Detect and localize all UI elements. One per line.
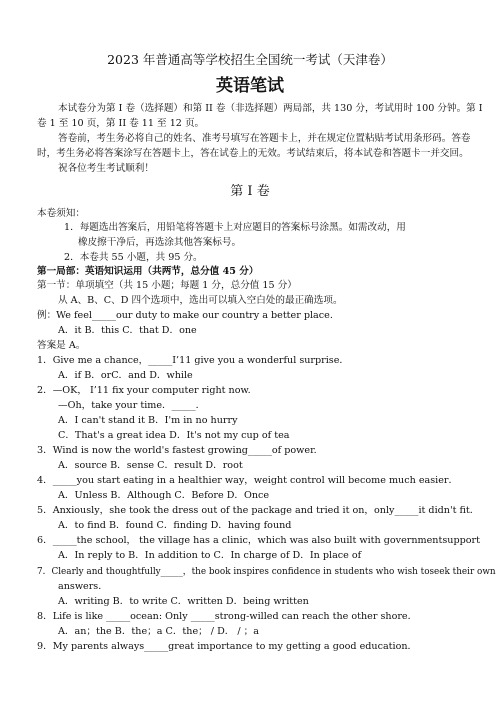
question-2-options-a-b: A．I can't stand it B．I'm in no hurry [58,415,238,426]
intro-paragraph-2-cont: 时，考生务必将答案涂写在答题卡上，答在试卷上的无效。考试结束后，将本试卷和答题卡一并交回。 [37,148,469,159]
question-2-options-c-d: C．That's a great idea D．It's not my cup of tea [58,430,290,441]
question-2-reply: —Oh，take your time．_____． [58,400,206,411]
question-3: 3．Wind is now the world's fastest growing_____of power. [37,445,317,456]
question-2: 2．—OK， I’11 fix your computer right now. [37,385,251,396]
question-7-options: A．writing B．to write C．written D．being written [58,596,309,607]
question-4: 4．_____you start eating in a healthier way，weight control will become much easier． [37,475,459,486]
question-9: 9．My parents always_____great importance to my getting a good education． [37,641,418,652]
question-4-options: A．Unless B．Although C．Before D．Once [58,490,270,501]
section-title: 第 I 卷 [230,184,270,199]
question-3-options: A．source B．sense C．result D．root [58,460,243,471]
notice-item-1-cont: 橡皮擦干净后，再选涂其他答案标号。 [78,237,242,248]
section-1-heading: 第一节：单项填空（共 15 小题；每题 1 分，总分值 15 分） [37,280,297,291]
intro-paragraph-1-cont: 卷 1 至 10 页，第 II 卷 11 至 12 页。 [37,118,205,129]
question-6: 6．_____the school， the village has a clinic，which was also built with governmentsupport [37,535,480,546]
instructions: 从 A、B、C、D 四个选项中，选出可以填入空白处的最正确选项。 [58,295,343,306]
example-question: 例：We feel_____our duty to make our country a better place. [37,310,333,321]
question-7: 7．Clearly and thoughtfully_____，the book inspires confidence in students who wish toseek their own [37,566,496,577]
intro-paragraph-1: 本试卷分为第 I 卷（选择题）和第 II 卷（非选择题）两局部，共 130 分，考试用时 100 分钟。第 I [58,103,483,114]
question-6-options: A．In reply to B．In addition to C．In charge of D．In place of [58,550,362,561]
question-8: 8．Life is like _____ocean: Only _____strong-willed can reach the other shore． [37,611,418,622]
notice-title: 本卷须知： [37,208,85,219]
example-answer: 答案是 A。 [37,340,86,351]
question-7-cont: answers． [58,581,108,592]
exam-title: 2023 年普通高等学校招生全国统一考试（天津卷） [107,52,393,67]
question-1: 1．Give me a chance，_____I’11 give you a wonderful surprise． [37,355,349,366]
intro-paragraph-3: 祝各位考生考试顺利！ [58,163,154,174]
subject-title: 英语笔试 [216,76,284,96]
notice-item-2: 2．本卷共 55 小题，共 95 分。 [64,252,203,263]
example-options: A．it B．this C．that D．one [58,325,197,336]
part-1-heading: 第一局部：英语知识运用（共两节，总分值 45 分） [37,266,259,277]
question-5: 5．Anxiously，she took the dress out of the package and tried it on，only_____it didn't fit． [37,505,480,516]
notice-item-1: 1．每题选出答案后，用铅笔将答题卡上对应题目的答案标号涂黑。如需改动，用 [64,222,406,233]
question-8-options: A．an；the B．the；a C．the； / D． / ；a [58,626,259,637]
question-5-options: A．to find B．found C．finding D．having found [58,520,292,531]
intro-paragraph-2: 答卷前，考生务必将自己的姓名、准考号填写在答题卡上，并在规定位置粘贴考试用条形码。答卷 [58,133,471,144]
question-1-options: A．if B．orC．and D．while [58,370,193,381]
